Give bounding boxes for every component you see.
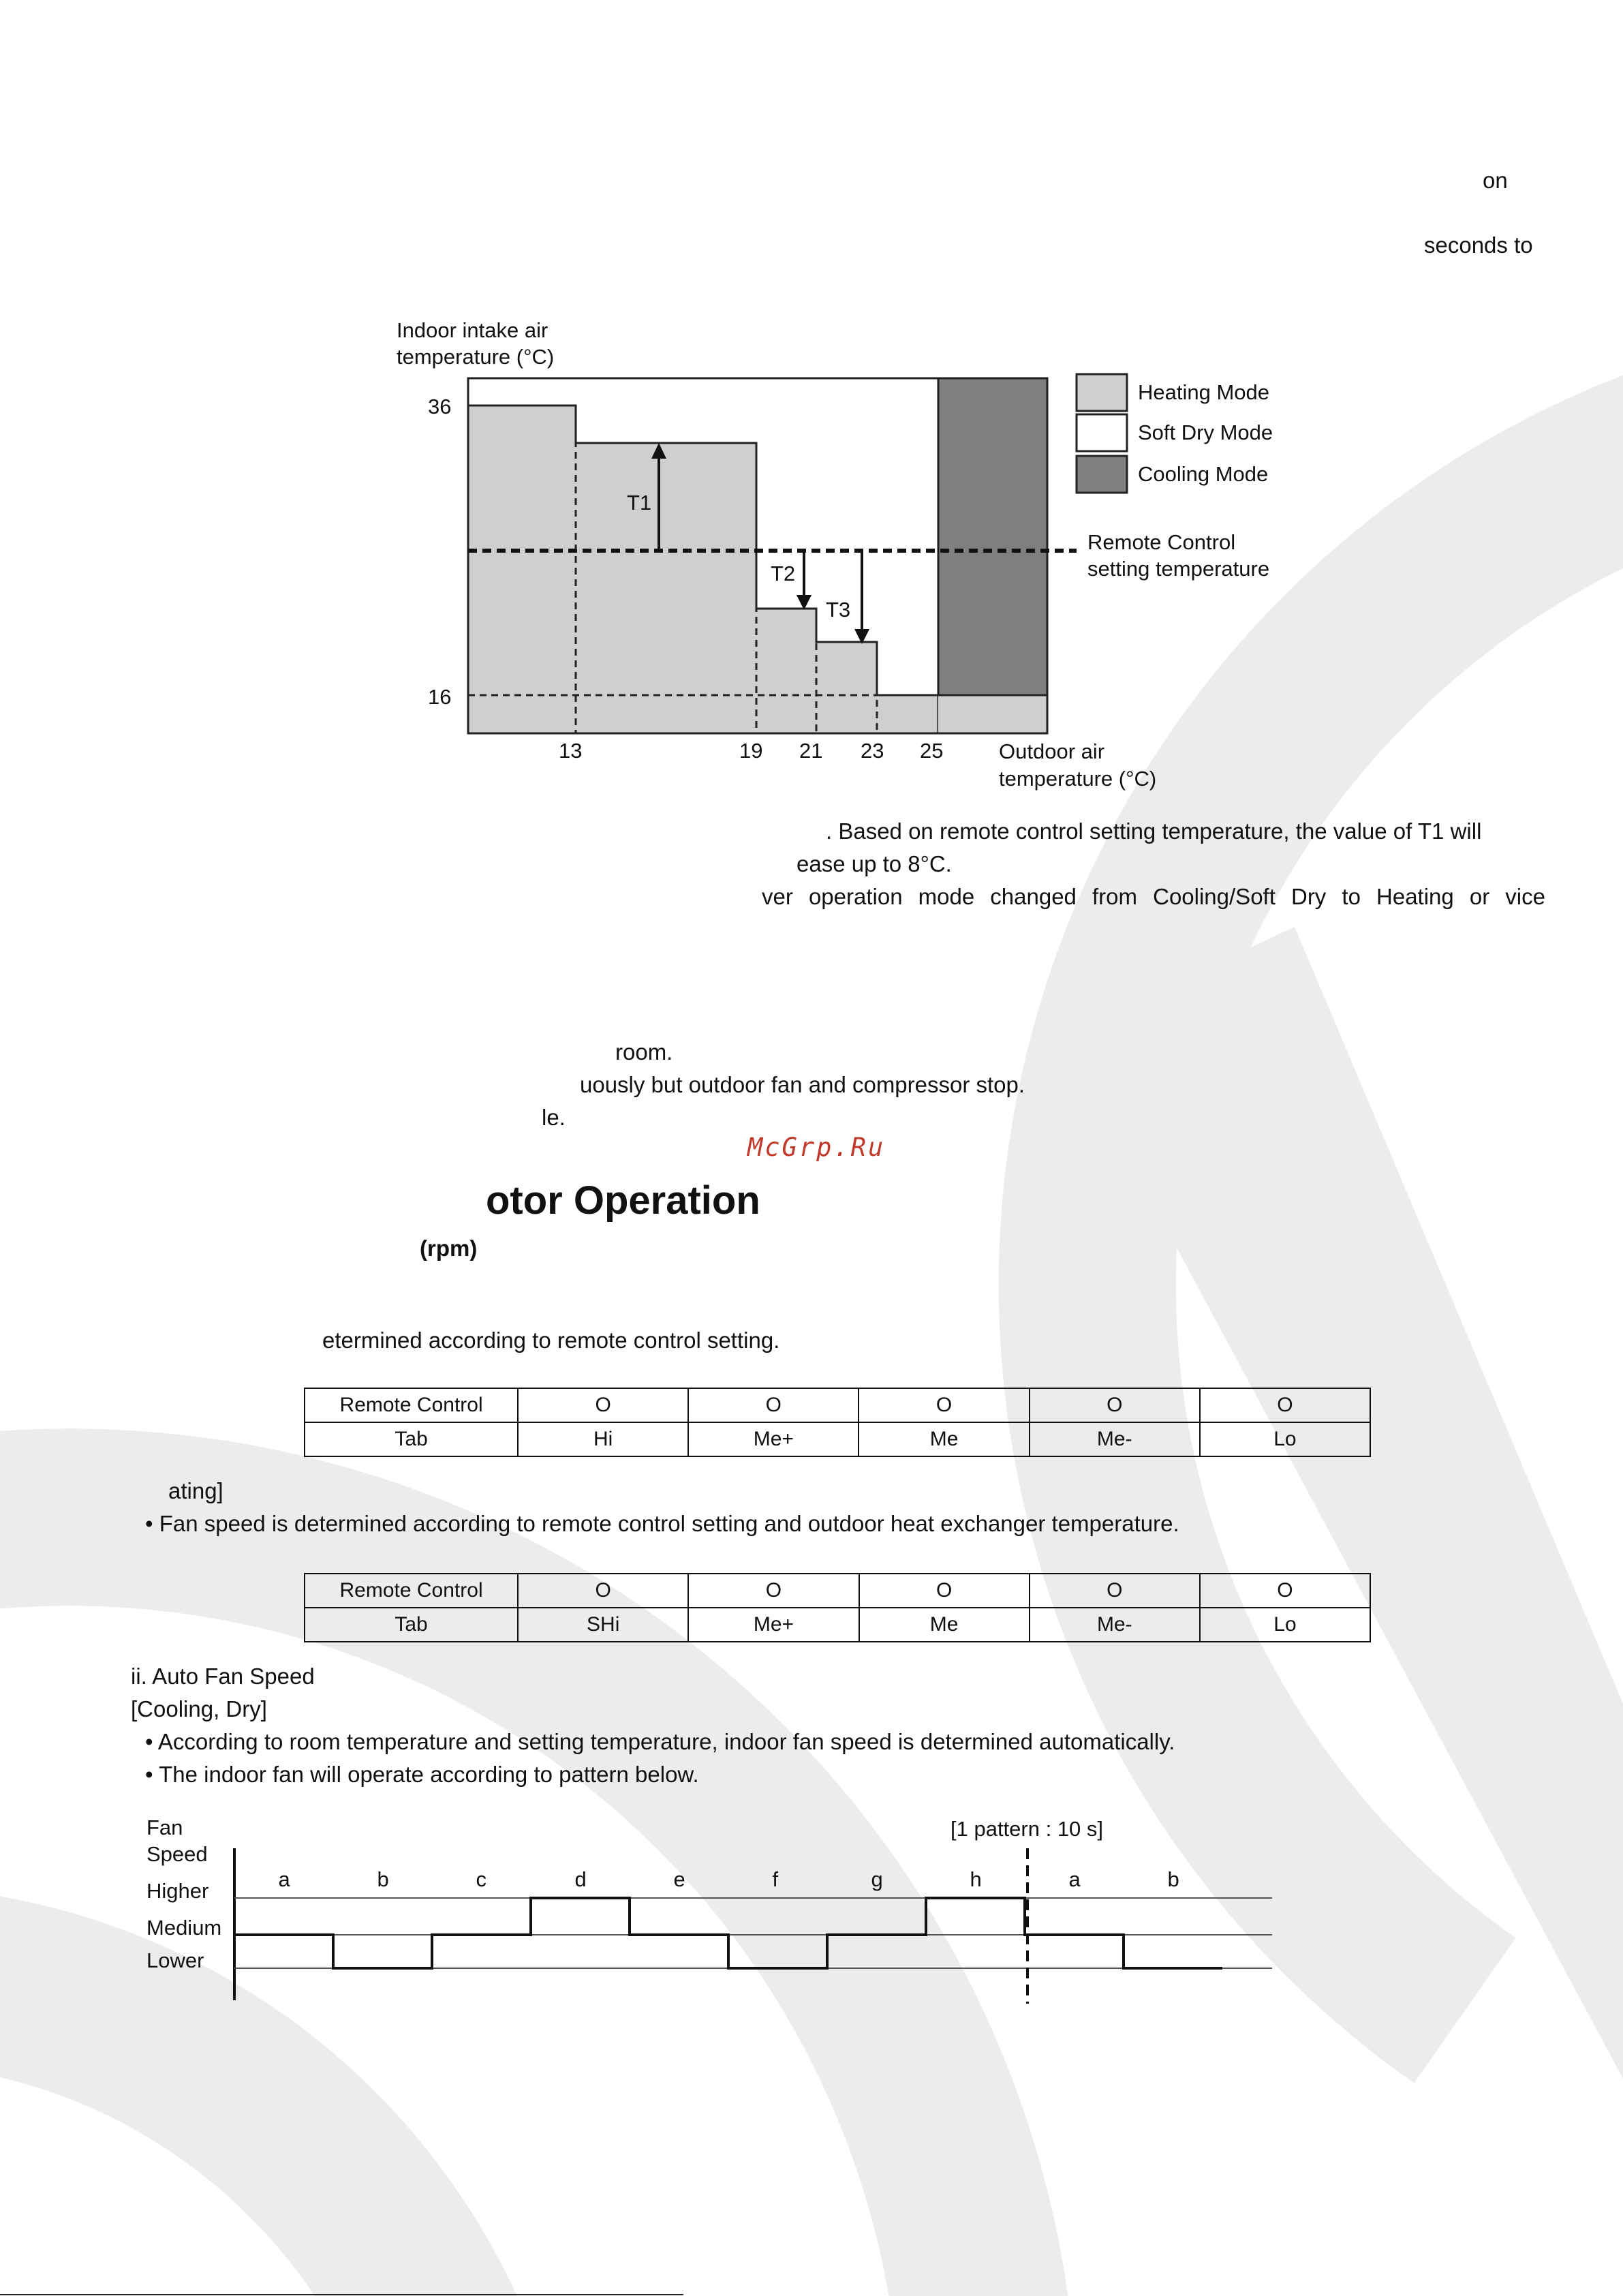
t3-label: T3 <box>826 598 851 622</box>
x-tick-13: 13 <box>559 739 583 763</box>
table-cell: Me+ <box>688 1608 859 1642</box>
bottom-rule <box>0 2294 683 2295</box>
fan-speed-series <box>234 1898 1222 1968</box>
note-fan-continuous: uously but outdoor fan and compressor stop. <box>580 1072 1025 1097</box>
setting-label-line2: setting temperature <box>1087 557 1270 581</box>
table-cell: Me+ <box>688 1422 859 1456</box>
fan-speed-title-line2: Speed <box>146 1842 208 1866</box>
table-cell: O <box>688 1574 859 1608</box>
x-axis-label-line1: Outdoor air <box>999 739 1105 763</box>
x-tick-25: 25 <box>920 739 944 763</box>
x-tick-21: 21 <box>799 739 823 763</box>
table-cell: Remote Control <box>305 1574 518 1608</box>
level-lower: Lower <box>146 1948 204 1972</box>
legend-swatch-heating <box>1077 374 1127 411</box>
table-cell: Lo <box>1200 1608 1370 1642</box>
header-fragment-seconds: seconds to <box>1424 232 1533 258</box>
setting-label-line1: Remote Control <box>1087 530 1236 554</box>
heating-label: ating] <box>168 1478 223 1503</box>
table-cell: Me- <box>1030 1608 1200 1642</box>
table-cell: Remote Control <box>305 1388 518 1422</box>
table-cell: O <box>859 1574 1030 1608</box>
y-axis-label-line2: temperature (°C) <box>397 345 555 369</box>
segment-label: h <box>970 1867 982 1891</box>
table-cell: O <box>1200 1574 1370 1608</box>
segment-label: b <box>1167 1867 1179 1891</box>
fan-speed-title-line1: Fan <box>146 1816 183 1839</box>
section-title: otor Operation <box>486 1178 760 1223</box>
x-tick-19: 19 <box>739 739 763 763</box>
table-cell: O <box>1030 1388 1200 1422</box>
legend-swatch-cooling <box>1077 456 1127 493</box>
table-cell: Tab <box>305 1608 518 1642</box>
table-row <box>305 1608 1370 1642</box>
auto-fan-mode: [Cooling, Dry] <box>131 1696 267 1721</box>
table-cell: O <box>859 1388 1029 1422</box>
table-row <box>305 1422 1370 1456</box>
table-cell: O <box>518 1388 688 1422</box>
determined-text: etermined according to remote control setting. <box>322 1328 780 1353</box>
note-line-1: . Based on remote control setting temperature, the value of T1 will <box>826 818 1482 844</box>
segment-label: a <box>1068 1867 1081 1891</box>
segment-label: b <box>377 1867 389 1891</box>
level-higher: Higher <box>146 1879 209 1903</box>
x-axis-label-line2: temperature (°C) <box>999 767 1157 791</box>
pattern-note: [1 pattern : 10 s] <box>950 1817 1104 1841</box>
t2-label: T2 <box>771 562 796 585</box>
y-tick-16: 16 <box>428 685 452 709</box>
segment-label: c <box>476 1867 486 1891</box>
note-line-3: ver operation mode changed from Cooling/Soft Dry to Heating or vice <box>762 884 1545 909</box>
legend-cooling: Cooling Mode <box>1138 462 1269 486</box>
heating-bullet: • Fan speed is determined according to remote control setting and outdoor heat exchanger temperature. <box>145 1511 1179 1536</box>
table-cell: O <box>1030 1574 1200 1608</box>
auto-fan-bullet-1: • According to room temperature and setting temperature, indoor fan speed is determined automatically. <box>145 1729 1175 1754</box>
segment-label: f <box>772 1867 779 1891</box>
table-cell: O <box>518 1574 688 1608</box>
fan-pattern-chart <box>136 1806 1295 2010</box>
table-cell: Me <box>859 1422 1029 1456</box>
table-row <box>305 1574 1370 1608</box>
header-fragment-on: on <box>1483 168 1508 193</box>
watermark-link[interactable]: McGrp.Ru <box>747 1133 886 1162</box>
table-cell: Me <box>859 1608 1030 1642</box>
fan-speed-table-heating <box>304 1573 1371 1642</box>
legend-soft-dry: Soft Dry Mode <box>1138 420 1273 444</box>
segment-label: d <box>574 1867 587 1891</box>
y-axis-label-line1: Indoor intake air <box>397 318 548 342</box>
legend-heating: Heating Mode <box>1138 380 1270 404</box>
auto-fan-title: ii. Auto Fan Speed <box>131 1664 315 1689</box>
fan-speed-table-cooling <box>304 1388 1371 1457</box>
table-cell: O <box>688 1388 859 1422</box>
table-cell: Lo <box>1200 1422 1370 1456</box>
segment-label: a <box>278 1867 290 1891</box>
x-tick-23: 23 <box>861 739 884 763</box>
table-cell: Me- <box>1030 1422 1200 1456</box>
y-tick-36: 36 <box>428 395 452 418</box>
table-cell: SHi <box>518 1608 688 1642</box>
table-row <box>305 1388 1370 1422</box>
table-cell: Hi <box>518 1422 688 1456</box>
cooling-region <box>938 378 1047 695</box>
table-cell: O <box>1200 1388 1370 1422</box>
rpm-label: (rpm) <box>420 1236 478 1261</box>
operation-mode-chart <box>382 310 1322 801</box>
table-cell: Tab <box>305 1422 518 1456</box>
segment-label: e <box>673 1867 685 1891</box>
note-line-2: ease up to 8°C. <box>797 851 952 876</box>
legend-swatch-soft-dry <box>1077 414 1127 451</box>
t1-label: T1 <box>627 491 652 515</box>
note-le: le. <box>542 1105 566 1130</box>
segment-label: g <box>871 1867 883 1891</box>
level-medium: Medium <box>146 1916 222 1940</box>
auto-fan-bullet-2: • The indoor fan will operate according to pattern below. <box>145 1762 699 1787</box>
note-room: room. <box>615 1039 673 1065</box>
